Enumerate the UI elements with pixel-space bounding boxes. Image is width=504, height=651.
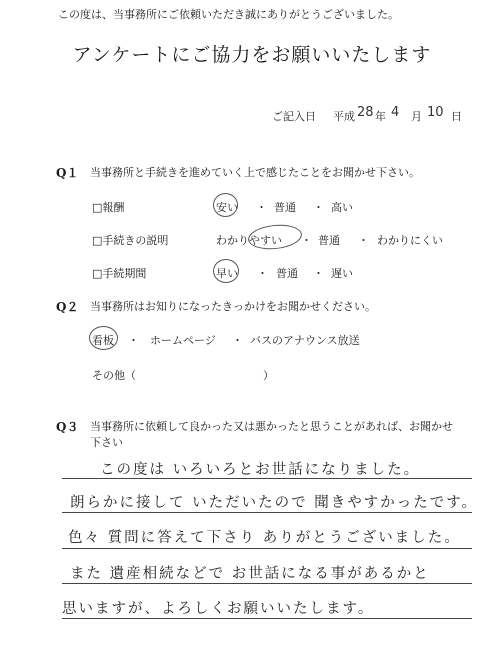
q1-fee-separator: ・ xyxy=(256,201,267,214)
q1-fee-option-normal[interactable]: 普通 xyxy=(274,201,296,214)
answer-handwritten-line: 思いますが、よろしくお願いいたします。 xyxy=(62,601,375,617)
answer-rule-line xyxy=(62,618,472,619)
q1-row-fee-label: □報酬 xyxy=(92,201,125,214)
answer-handwritten-line: また 遺産相続などで お世話になる事があるかと xyxy=(70,566,430,582)
q2-separator: ・ xyxy=(232,334,243,347)
selection-circle-mark xyxy=(213,259,239,283)
date-year-unit: 年 xyxy=(375,110,386,123)
q3-question-line2: 下さい xyxy=(90,436,123,449)
date-month: 4 xyxy=(391,105,400,120)
q1-explanation-separator: ・ xyxy=(301,234,312,247)
q1-period-separator: ・ xyxy=(257,267,268,280)
q3-number: Q３ xyxy=(56,420,79,434)
date-year: 28 xyxy=(357,105,374,120)
q2-other-close: ） xyxy=(263,369,274,382)
q1-period-option-normal[interactable]: 普通 xyxy=(276,267,298,280)
q1-period-option-slow[interactable]: 遅い xyxy=(331,267,353,280)
date-era: 平成 xyxy=(333,110,355,123)
q3-question-line1: 当事務所に依頼して良かった又は悪かったと思うことがあれば、お聞かせ xyxy=(90,420,453,433)
q1-question: 当事務所と手続きを進めていく上で感じたことをお聞かせ下さい。 xyxy=(90,166,420,179)
date-day: 10 xyxy=(427,105,444,120)
q2-separator: ・ xyxy=(128,334,139,347)
answer-rule-line xyxy=(62,512,472,513)
date-day-unit: 日 xyxy=(451,110,462,123)
q1-explanation-option-normal[interactable]: 普通 xyxy=(318,234,340,247)
intro-text: この度は、当事務所にご依頼いただき誠にありがとうございました。 xyxy=(58,8,399,21)
q2-option-bus-announcement[interactable]: バスのアナウンス放送 xyxy=(250,334,360,347)
q1-period-option-fast[interactable]: 早い xyxy=(216,267,238,280)
q1-explanation-option-unclear[interactable]: わかりにくい xyxy=(377,234,443,247)
selection-circle-mark xyxy=(247,222,303,252)
selection-circle-mark xyxy=(89,326,118,350)
selection-circle-mark xyxy=(213,193,238,217)
q1-explanation-separator: ・ xyxy=(358,234,369,247)
q1-number: Q１ xyxy=(56,166,79,180)
answer-handwritten-line: 色々 質問に答えて下さり ありがとうございました。 xyxy=(68,530,461,546)
q1-fee-option-high[interactable]: 高い xyxy=(331,201,353,214)
q1-explanation-option-clear[interactable]: わかりやすい xyxy=(216,234,282,247)
q2-number: Q２ xyxy=(56,300,79,314)
q1-period-separator: ・ xyxy=(313,267,324,280)
q1-fee-separator: ・ xyxy=(313,201,324,214)
date-month-unit: 月 xyxy=(411,110,422,123)
q1-row-explanation-label: □手続きの説明 xyxy=(92,234,169,247)
answer-rule-line xyxy=(62,548,472,549)
q2-other-label: その他（ xyxy=(92,369,136,382)
q1-row-period-label: □手続期間 xyxy=(92,267,147,280)
q2-option-homepage[interactable]: ホームページ xyxy=(150,334,216,347)
q2-option-signboard[interactable]: 看板 xyxy=(92,334,114,347)
answer-rule-line xyxy=(62,583,472,584)
answer-handwritten-line: この度は いろいろとお世話になりました。 xyxy=(100,462,421,478)
q1-fee-option-cheap[interactable]: 安い xyxy=(216,201,238,214)
q2-question: 当事務所はお知りになったきっかけをお聞かせください。 xyxy=(90,300,376,313)
date-label: ご記入日 xyxy=(272,110,316,123)
answer-handwritten-line: 朗らかに接して いただいたので 聞きやすかったです。 xyxy=(70,495,479,511)
page-title: アンケートにご協力をお願いいたします xyxy=(72,44,432,66)
